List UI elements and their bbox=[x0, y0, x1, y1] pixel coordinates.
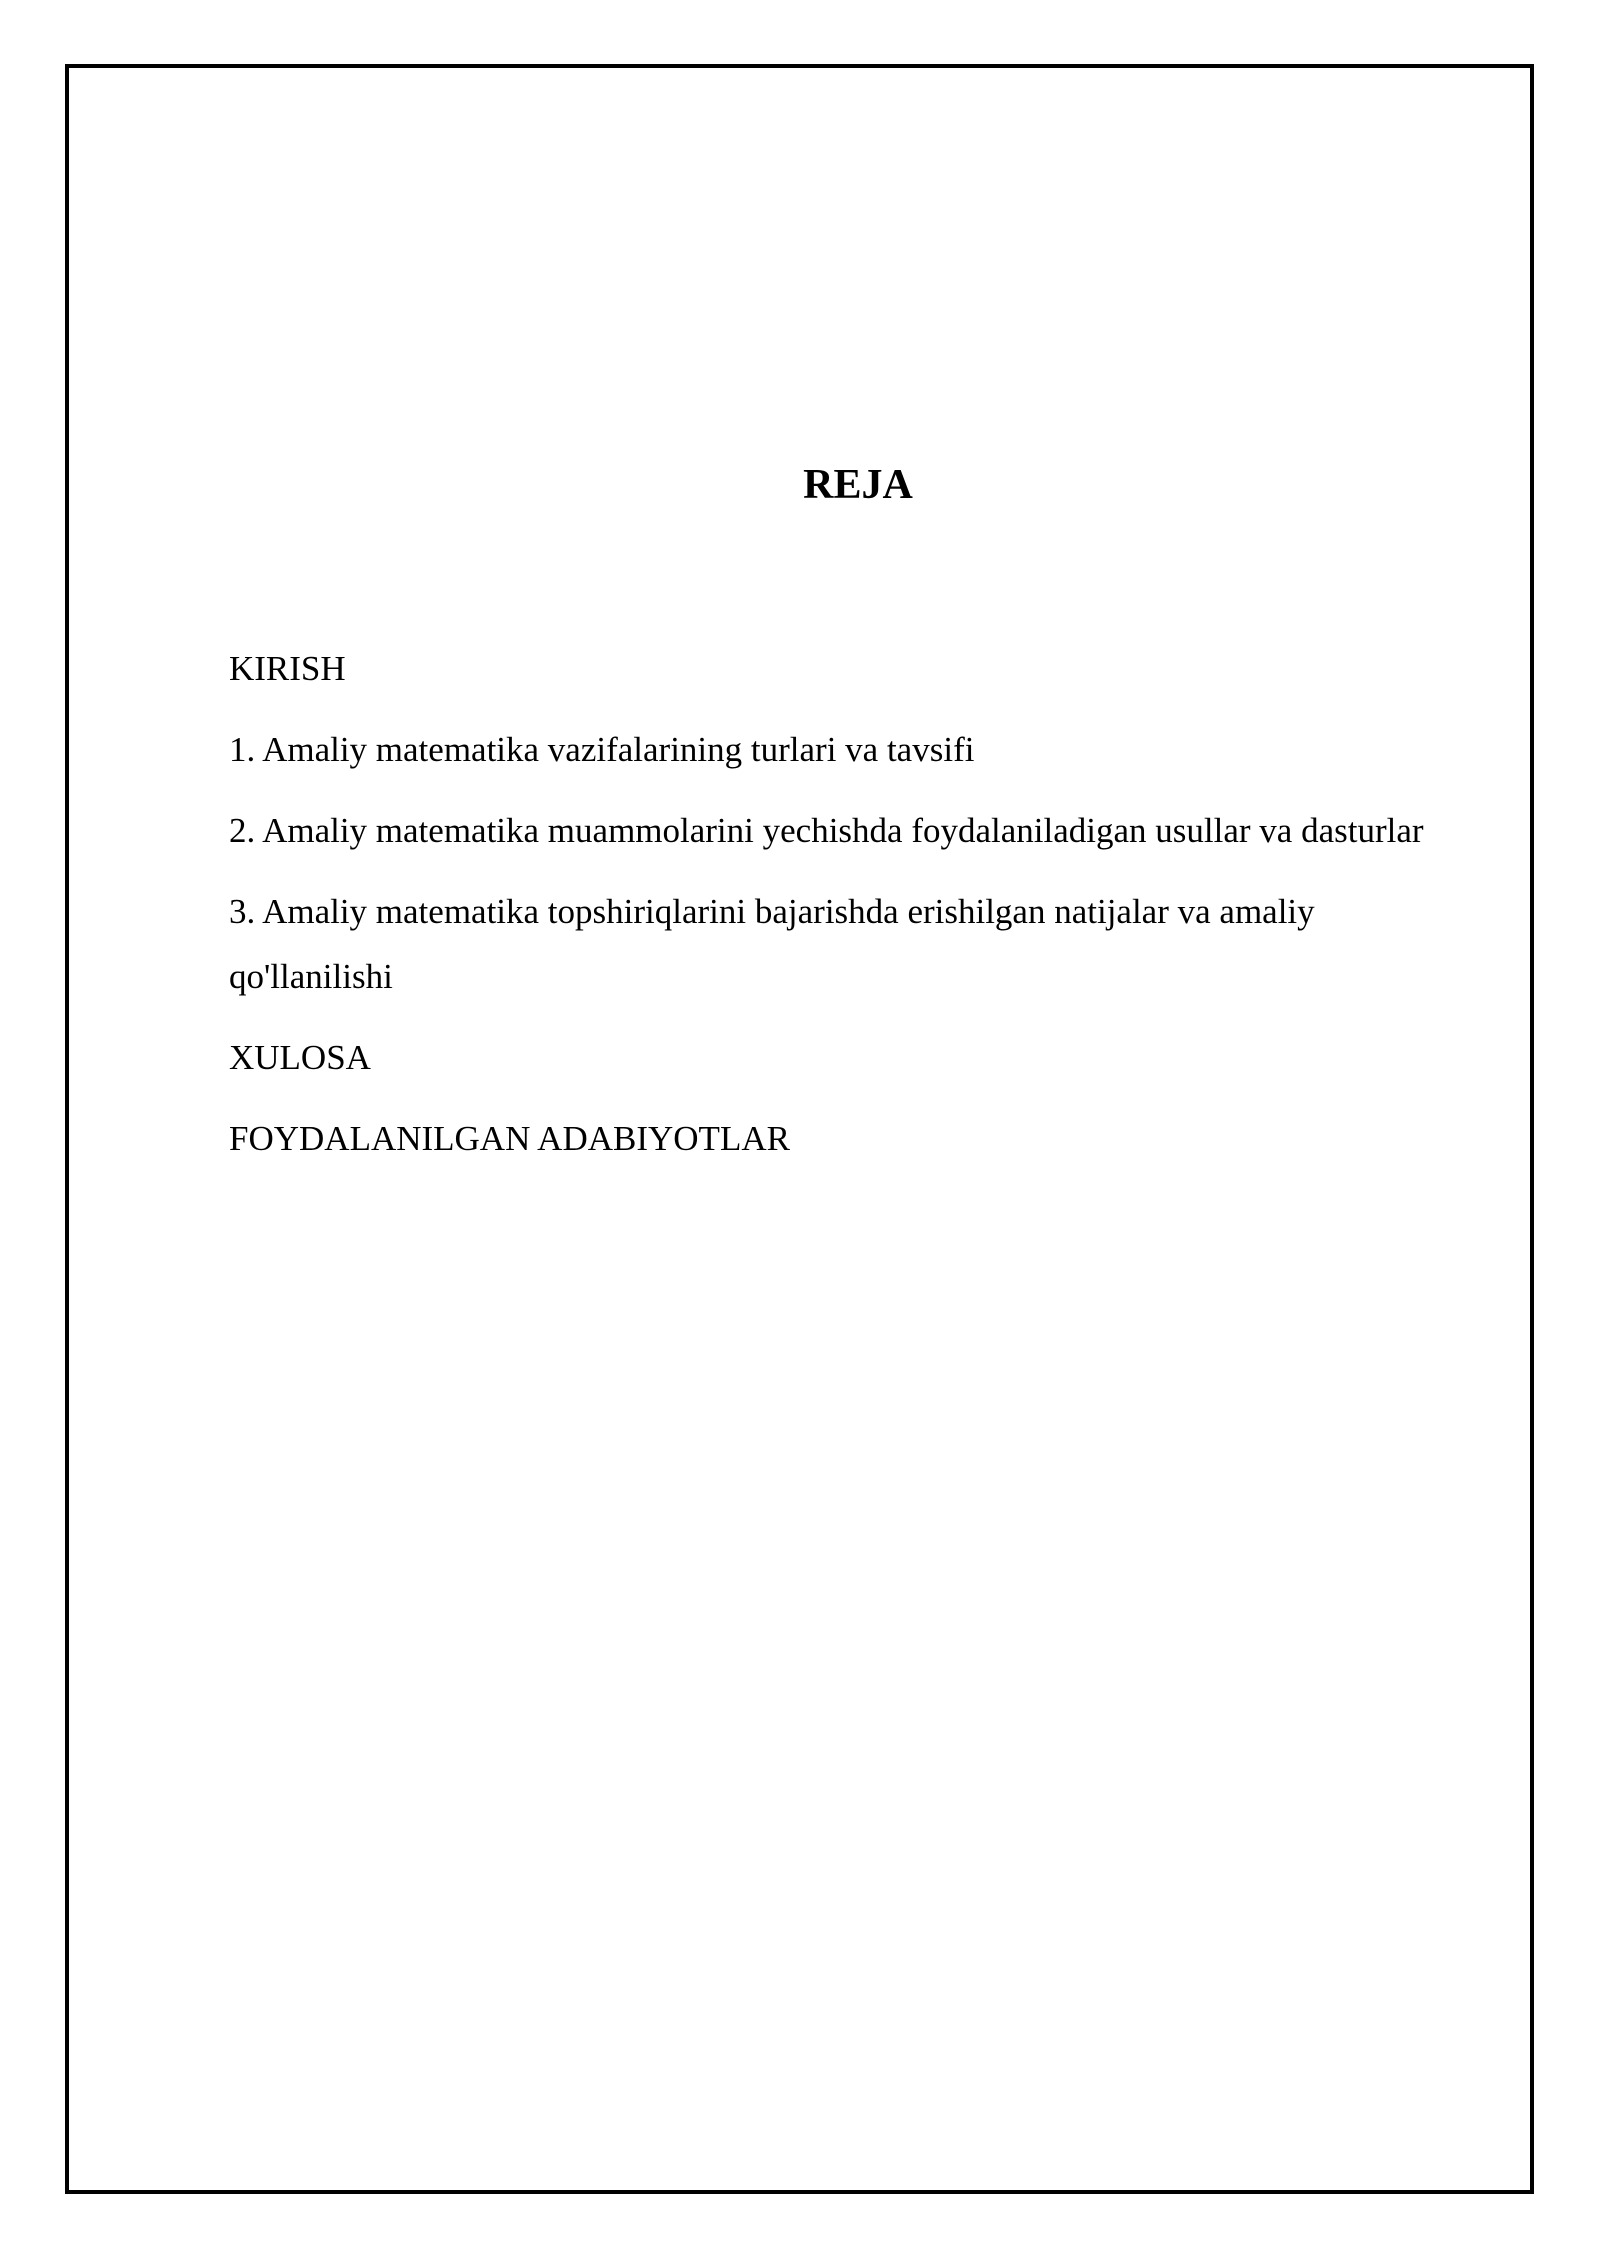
plan-item-section-1: 1. Amaliy matematika vazifalarining turlari va tavsifi bbox=[229, 730, 975, 769]
plan-item-section-3: 3. Amaliy matematika topshiriqlarini bajarishda erishilgan natijalar va amaliy qo'llanilishi bbox=[229, 892, 1315, 996]
plan-item-introduction: KIRISH bbox=[229, 649, 346, 688]
plan-item-conclusion: XULOSA bbox=[229, 1038, 371, 1077]
page-title: REJA bbox=[803, 462, 913, 508]
plan-item-references: FOYDALANILGAN ADABIYOTLAR bbox=[229, 1119, 790, 1158]
plan-item-section-2: 2. Amaliy matematika muammolarini yechishda foydalaniladigan usullar va dasturlar bbox=[229, 811, 1424, 850]
plan-list bbox=[229, 636, 1429, 1187]
